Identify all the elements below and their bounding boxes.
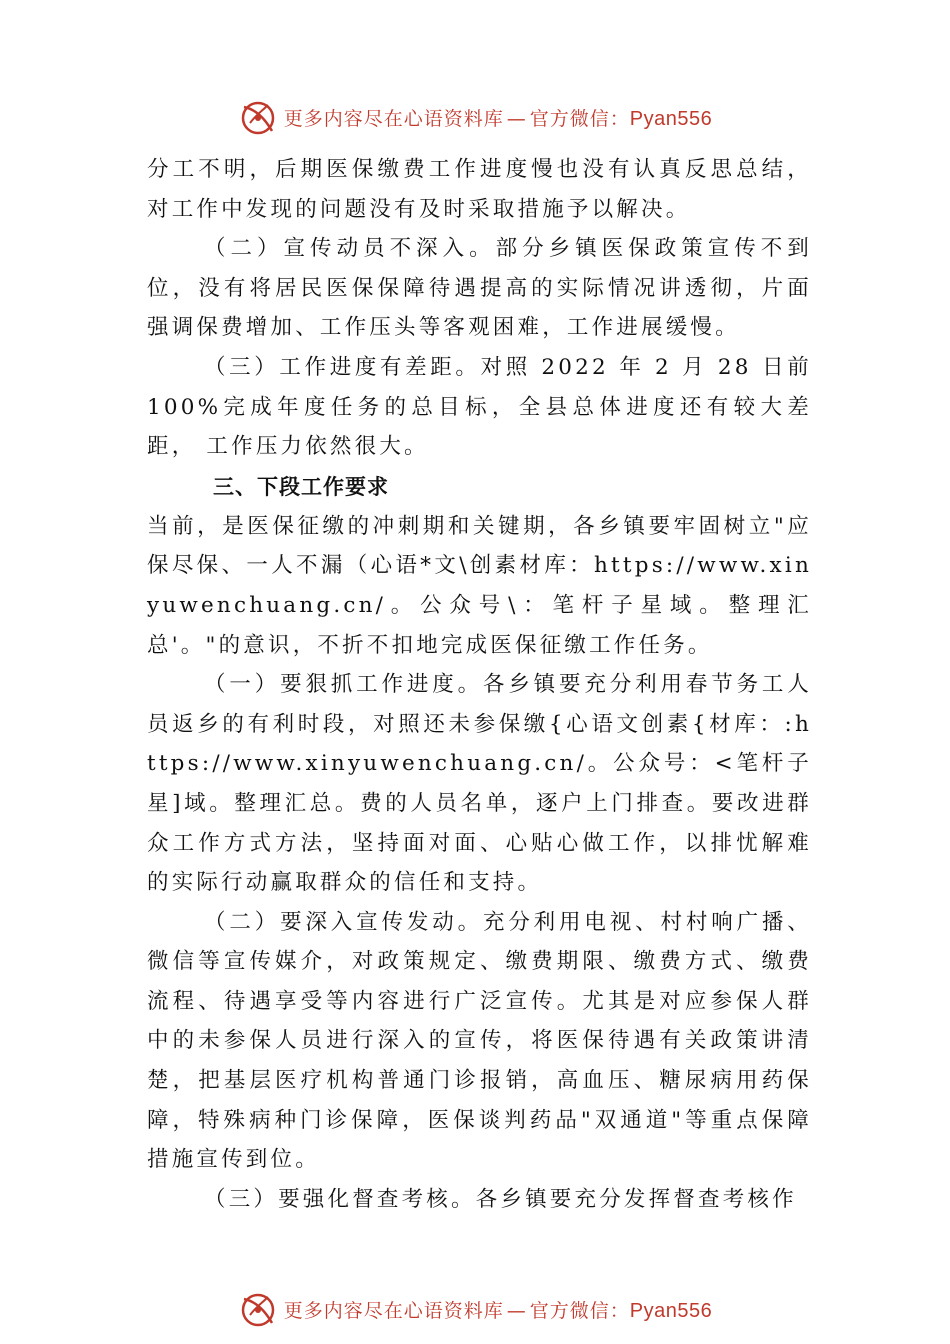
section-heading: 三、下段工作要求 (213, 474, 389, 499)
watermark-separator: — (506, 1299, 527, 1322)
paragraph-p5: （一）要狠抓工作进度。各乡镇要充分利用春节务工人员返乡的有利时段，对照还未参保缴{心语文创素{材库：:https://www.xinyuwenchuang.cn/。公众号：<笔杆子星]域。整理汇总。费的人员名单，逐户上门排查。要改进群众工作方式方法，坚持面对面、心贴心做工作，以排忧解难的实际行动赢取群众的信任和支持。 (147, 672, 812, 896)
paragraph-p1: 分工不明，后期医保缴费工作进度慢也没有认真反思总结，对工作中发现的问题没有及时采取措施予以解决。 (147, 157, 812, 222)
watermark-footer (0, 1287, 950, 1331)
watermark-label: 官方微信： (529, 1299, 630, 1322)
document-body (147, 150, 812, 1219)
paragraph-p3: （三）工作进度有差距。对照 2022 年 2 月 28 日前 100%完成年度任务的总目标，全县总体进度还有较大差距， 工作压力依然很大。 (147, 354, 812, 460)
quill-logo-icon (238, 97, 278, 137)
watermark-account: Pyan556 (629, 1299, 713, 1322)
watermark-main: 更多内容尽在心语资料库 (283, 107, 504, 130)
paragraph-p6: （二）要深入宣传发动。充分利用电视、村村响广播、微信等宣传媒介，对政策规定、缴费期限、缴费方式、缴费流程、待遇享受等内容进行广泛宣传。尤其是对应参保人群中的未参保人员进行深入的宣传，将医保待遇有关政策讲清楚，把基层医疗机构普通门诊报销，高血压、糖尿病用药保障，特殊病种门诊保障，医保谈判药品"双通道"等重点保障措施宣传到位。 (147, 909, 812, 1173)
watermark-label: 官方微信： (529, 107, 630, 130)
watermark-account: Pyan556 (629, 107, 713, 130)
watermark-main: 更多内容尽在心语资料库 (283, 1299, 504, 1322)
paragraph-p4: 当前，是医保征缴的冲刺期和关键期，各乡镇要牢固树立"应保尽保、一人不漏（心语*文\创素材库：https://www.xinyuwenchuang.cn/。公众号\：笔杆子星域。整理汇总'。"的意识，不折不扣地完成医保征缴工作任务。 (147, 513, 812, 658)
paragraph-p2: （二）宣传动员不深入。部分乡镇医保政策宣传不到位，没有将居民医保保障待遇提高的实际情况讲透彻，片面强调保费增加、工作压头等客观困难，工作进展缓慢。 (147, 236, 812, 341)
paragraph-p7: （三）要强化督查考核。各乡镇要充分发挥督查考核作 (204, 1186, 797, 1212)
watermark-separator: — (506, 107, 527, 130)
watermark-header (0, 95, 950, 139)
quill-logo-icon (238, 1289, 278, 1329)
